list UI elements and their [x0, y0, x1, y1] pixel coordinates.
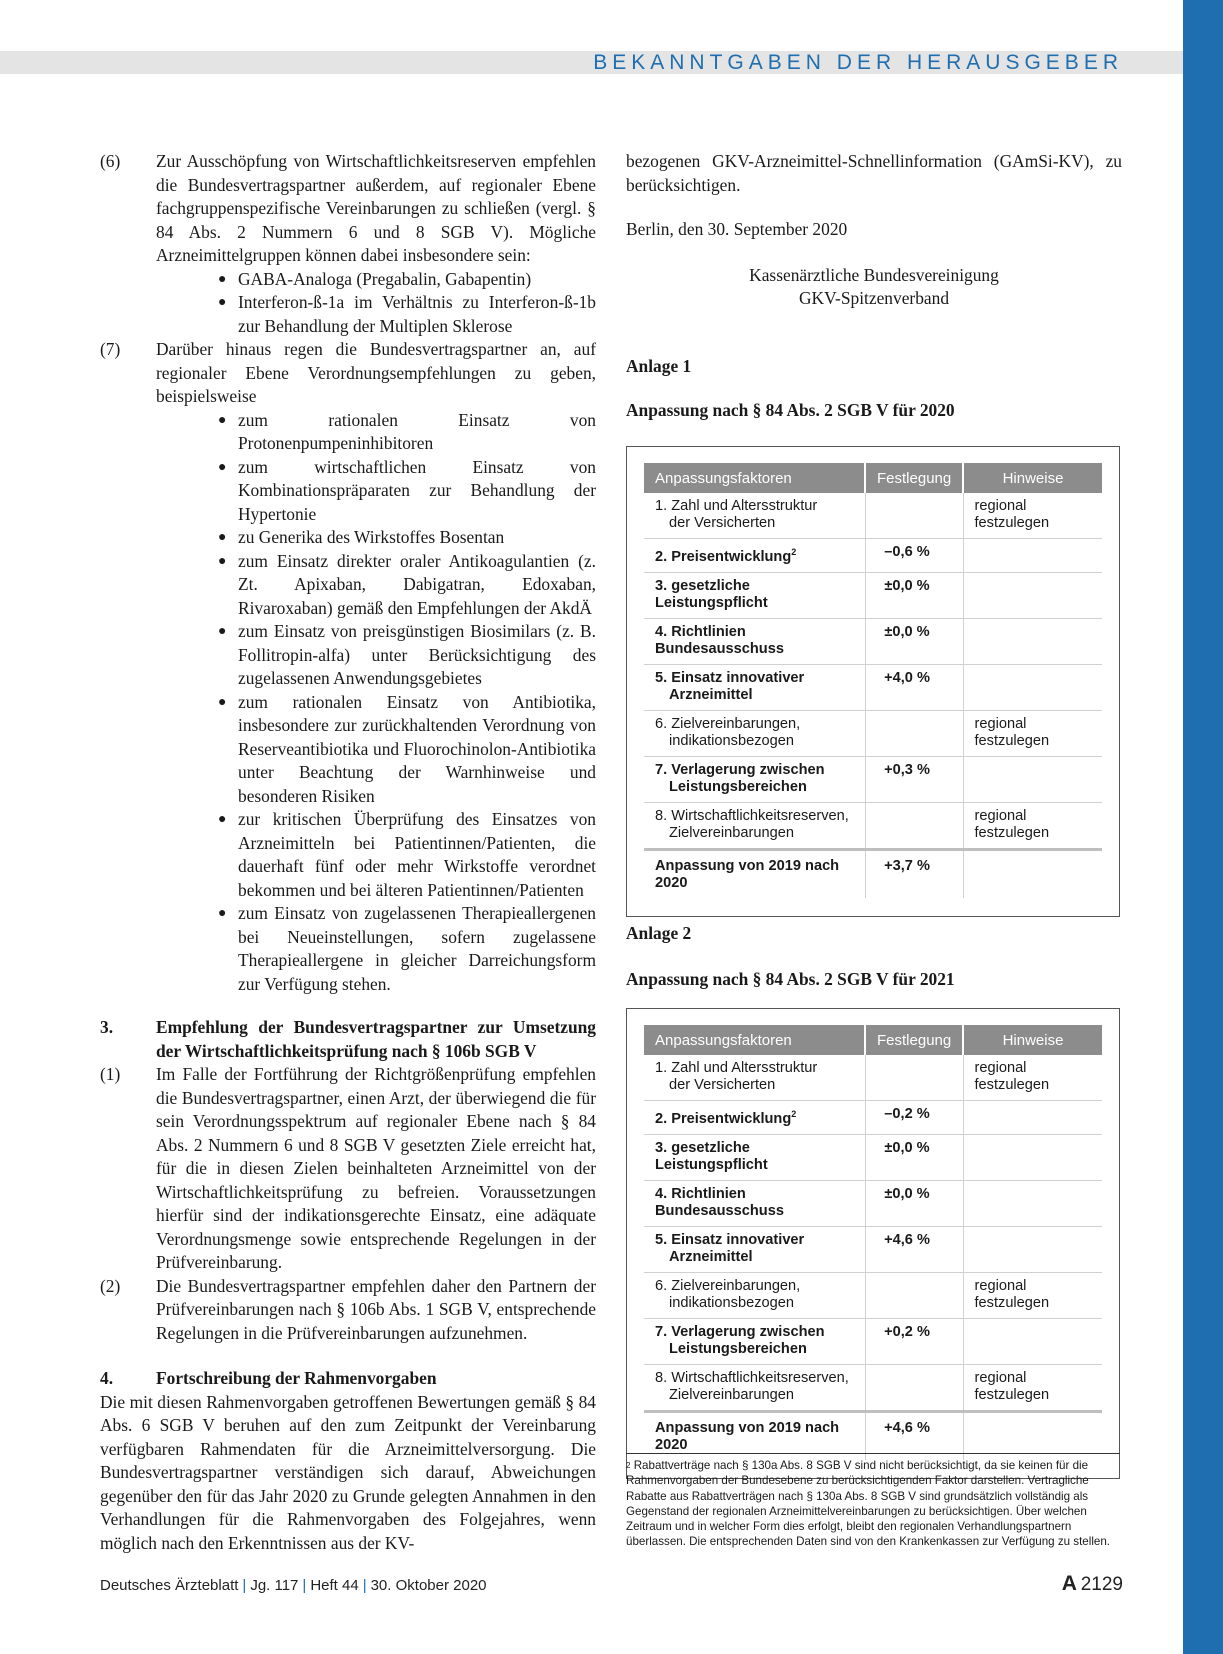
journal-name: Deutsches Ärzteblatt [100, 1577, 239, 1594]
table-row [644, 1180, 1102, 1226]
note-cell [963, 1180, 1102, 1226]
table-row [644, 710, 1102, 756]
factor-label-cont: indikationsbezogen [669, 1294, 794, 1311]
footnote-reference: 2 [791, 1109, 797, 1119]
factor-label-text: 1. Zahl und Altersstruktur [655, 1060, 818, 1076]
note-cell: regional festzulegen [963, 1055, 1102, 1101]
section-header-title: BEKANNTGABEN DER HERAUSGEBER [593, 51, 1123, 74]
factor-label [655, 1140, 854, 1174]
factor-label [655, 578, 854, 612]
paragraph-text: Im Falle der Fortführung der Richtgrößenprüfung empfehlen die Bundesvertragspartner, einen Arzt, der überwiegend die für sein Verordnungsspektrum auf regionaler Ebene nach § 84 Abs. 2 Nummern 6 und 8 SGB V gesetzten Ziele erreicht hat, für die in diesen Zielen beinhalteten Arzneimittel von der Wirtschaftlichkeitsprüfung zu befreien. Voraussetzungen hierfür sind der indikationsgerechte Einsatz, eine adäquate Verordnungsmenge sowie entsprechende Regelungen in der Prüfvereinbarung. [156, 1064, 596, 1272]
factor-label-text: 5. Einsatz innovativer [655, 1231, 805, 1248]
journal-issue: Heft 44 [310, 1577, 359, 1594]
bullet-dot-icon: ● [218, 295, 227, 310]
factor-cell [644, 539, 865, 573]
paragraph-text: Darüber hinaus regen die Bundesvertragspartner an, auf regionaler Ebene Verordnungsempfehlungen zu geben, beispielsweise [156, 339, 596, 406]
table-row [644, 1101, 1102, 1135]
factor-label-cont: Zielvereinbarungen [669, 1386, 794, 1403]
section-4-text: Die mit diesen Rahmenvorgaben getroffenen Bewertungen gemäß § 84 Abs. 6 SGB V beruhen auf den zum Zeitpunkt der Vereinbarung verfügbaren Rahmendaten für die Arzneimittelversorgung. Die Bundesvertragspartner verständigen sich darauf, Abweichungen gegenüber den für das Jahr 2020 zu Grunde gelegten Annahmen in den Verhandlungen für die Rahmenvorgaben des Folgejahres, wenn möglich nach den Erkenntnissen aus der KV- [100, 1391, 596, 1553]
factor-cell [644, 618, 865, 664]
bullet-dot-icon: ● [218, 412, 227, 428]
bullet-item [218, 550, 596, 621]
bullet-list-p7 [100, 409, 596, 997]
signatory-kbv: Kassenärztliche Bundesvereinigung [749, 264, 999, 285]
factor-label-text: 2. Preisentwicklung [655, 1110, 792, 1127]
section-title: Fortschreibung der Rahmenvorgaben [156, 1368, 437, 1388]
factor-label-text: 5. Einsatz innovativer [655, 669, 805, 686]
note-cell: regional festzulegen [963, 802, 1102, 849]
paragraph-number: (6) [100, 151, 121, 171]
paragraph-7 [100, 338, 596, 409]
factor-label [655, 762, 854, 779]
separator: | [302, 1577, 307, 1594]
footer-citation [100, 1577, 487, 1594]
bullet-dot-icon: ● [218, 812, 227, 827]
anlage-1-title: Anpassung nach § 84 Abs. 2 SGB V für 2020 [626, 400, 955, 420]
table-total-row [644, 849, 1102, 898]
factor-label [655, 716, 854, 733]
footnote [626, 1453, 1120, 1550]
note-cell [963, 1134, 1102, 1180]
factor-label [655, 624, 854, 658]
note-cell: regional festzulegen [963, 1364, 1102, 1411]
bullet-text: zum rationalen Einsatz von Antibiotika, insbesondere zur zurückhaltenden Verordnung von Reserveantibiotika und Fluorochinolon-Antibiotika unter Beachtung der Warnhinweise und besonderen Risiken [238, 691, 596, 806]
journal-date: 30. Oktober 2020 [370, 1577, 487, 1594]
bullet-item [218, 808, 596, 902]
note-cell [963, 539, 1102, 573]
side-accent-bar [1183, 0, 1223, 1654]
factor-label [655, 808, 854, 825]
factor-label-text: 6. Zielvereinbarungen, [655, 1277, 801, 1294]
total-note [963, 849, 1102, 898]
page-prefix: A [1061, 1572, 1077, 1595]
page-number [1062, 1572, 1123, 1596]
factor-label [655, 1186, 854, 1220]
factor-label-cont: Zielvereinbarungen [669, 824, 794, 841]
factor-cell [644, 572, 865, 618]
factor-label [655, 498, 854, 515]
anlage-2-title: Anpassung nach § 84 Abs. 2 SGB V für 2021 [626, 969, 955, 989]
total-label: Anpassung von 2019 nach 2020 [644, 849, 865, 898]
value-cell: –0,6 % [865, 539, 963, 573]
note-cell [963, 618, 1102, 664]
factor-label-cont: indikationsbezogen [669, 732, 794, 749]
factor-label [655, 1106, 854, 1128]
note-cell [963, 1318, 1102, 1364]
factor-label [655, 1370, 854, 1387]
bullet-item [218, 902, 596, 996]
bullet-dot-icon: ● [218, 553, 227, 569]
adjustment-table-2020 [644, 463, 1102, 898]
factor-label-cont: der Versicherten [669, 515, 776, 531]
factor-label-text: 4. Richtlinien Bundesausschuss [655, 623, 784, 657]
paragraph-3-1 [100, 1063, 596, 1275]
paragraph-3-2 [100, 1275, 596, 1346]
bullet-item [218, 291, 596, 338]
value-cell: +4,6 % [865, 1226, 963, 1272]
bullet-item [218, 526, 596, 550]
value-cell: ±0,0 % [865, 618, 963, 664]
value-cell: ±0,0 % [865, 572, 963, 618]
section-title: Empfehlung der Bundesvertragspartner zur Umsetzung der Wirtschaftlichkeitsprüfung nach § 106b SGB V [156, 1017, 596, 1061]
value-cell: ±0,0 % [865, 1134, 963, 1180]
footnote-reference: 2 [791, 547, 797, 557]
factor-cell [644, 1318, 865, 1364]
table-row [644, 572, 1102, 618]
paragraph-number: (1) [100, 1064, 121, 1084]
continuation-text: bezogenen GKV-Arzneimittel-Schnellinformation (GAmSi-KV), zu berücksichtigen. [626, 151, 1122, 195]
column-header: Hinweise [963, 1025, 1102, 1055]
bullet-dot-icon: ● [218, 906, 227, 921]
factor-label-text: 7. Verlagerung zwischen [655, 1323, 825, 1340]
table-row [644, 1318, 1102, 1364]
value-cell [865, 493, 963, 539]
bullet-list-p6 [100, 268, 596, 339]
note-cell: regional festzulegen [963, 1272, 1102, 1318]
signatory-gkv: GKV-Spitzenverband [798, 288, 950, 308]
total-value: +4,6 % [865, 1411, 963, 1460]
section-number: 3. [100, 1017, 114, 1037]
paragraph-number: (7) [100, 339, 121, 359]
separator: | [362, 1577, 367, 1594]
factor-cell [644, 802, 865, 849]
bullet-item [218, 456, 596, 527]
bullet-dot-icon: ● [218, 459, 227, 475]
value-cell: +0,3 % [865, 756, 963, 802]
section-number: 4. [100, 1368, 114, 1388]
bullet-dot-icon: ● [218, 694, 227, 710]
table-row [644, 1226, 1102, 1272]
bullet-item [218, 620, 596, 691]
table-row [644, 1364, 1102, 1411]
factor-cell [644, 1134, 865, 1180]
value-cell: ±0,0 % [865, 1180, 963, 1226]
factor-label [655, 1060, 854, 1077]
total-value: +3,7 % [865, 849, 963, 898]
factor-label-text: 1. Zahl und Altersstruktur [655, 498, 818, 514]
factor-label-text: 2. Preisentwicklung [655, 548, 792, 565]
factor-label-text: 3. gesetzliche Leistungspflicht [655, 577, 768, 611]
table-row [644, 664, 1102, 710]
column-header: Festlegung [865, 463, 963, 493]
bullet-text: zum wirtschaftlichen Einsatz von Kombinationspräparaten zur Behandlung der Hypertonie [238, 456, 596, 524]
factor-cell [644, 1180, 865, 1226]
note-cell [963, 572, 1102, 618]
factor-label-cont: Arzneimittel [669, 686, 753, 703]
value-cell: –0,2 % [865, 1101, 963, 1135]
note-cell: regional festzulegen [963, 710, 1102, 756]
table-header-row [644, 1025, 1102, 1055]
factor-label [655, 1232, 854, 1249]
section-3-heading [100, 1016, 596, 1063]
bullet-text: zum Einsatz direkter oraler Antikoagulantien (z. Zt. Apixaban, Dabigatran, Edoxaban, Rivaroxaban) gemäß den Empfehlungen der AkdÄ [238, 550, 596, 618]
bullet-dot-icon: ● [218, 530, 227, 545]
table-row [644, 618, 1102, 664]
table-header-row [644, 463, 1102, 493]
factor-cell [644, 1055, 865, 1101]
table-row [644, 539, 1102, 573]
factor-cell [644, 1101, 865, 1135]
table-row [644, 1272, 1102, 1318]
bullet-dot-icon: ● [218, 271, 227, 287]
journal-volume: Jg. 117 [250, 1577, 299, 1594]
bullet-item [218, 268, 596, 292]
factor-label [655, 1324, 854, 1341]
factor-label-text: 3. gesetzliche Leistungspflicht [655, 1139, 768, 1173]
column-header: Anpassungsfaktoren [644, 463, 865, 493]
value-cell [865, 802, 963, 849]
table-row [644, 1055, 1102, 1101]
factor-label-cont: Leistungsbereichen [669, 1340, 807, 1357]
value-cell [865, 1055, 963, 1101]
note-cell [963, 664, 1102, 710]
value-cell [865, 710, 963, 756]
note-cell [963, 1101, 1102, 1135]
factor-cell [644, 1272, 865, 1318]
factor-cell [644, 1226, 865, 1272]
section-4-heading [100, 1367, 596, 1391]
anlage-1-label: Anlage 1 [626, 355, 692, 376]
bullet-dot-icon: ● [218, 624, 227, 639]
table-row [644, 1134, 1102, 1180]
factor-label-text: 4. Richtlinien Bundesausschuss [655, 1185, 784, 1219]
bullet-text: zu Generika des Wirkstoffes Bosentan [238, 527, 505, 547]
factor-label-text: 6. Zielvereinbarungen, [655, 715, 801, 732]
note-cell: regional festzulegen [963, 493, 1102, 539]
footnote-marker: 2 [626, 1461, 631, 1470]
table-row [644, 756, 1102, 802]
value-cell: +4,0 % [865, 664, 963, 710]
bullet-item [218, 691, 596, 809]
factor-label-text: 8. Wirtschaftlichkeitsreserven, [655, 807, 849, 824]
factor-cell [644, 1364, 865, 1411]
paragraph-text: Zur Ausschöpfung von Wirtschaftlichkeitsreserven empfehlen die Bundesvertragspartner außerdem, auf regionaler Ebene fachgruppenspezifische Vereinbarungen zu schließen (vergl. § 84 Abs. 2 Nummern 6 und 8 SGB V). Mögliche Arzneimittelgruppen können dabei insbesondere sein: [156, 151, 596, 265]
date-line: Berlin, den 30. September 2020 [626, 219, 848, 239]
page-number-value: 2129 [1080, 1574, 1123, 1595]
paragraph-text: Die Bundesvertragspartner empfehlen daher den Partnern der Prüfvereinbarungen nach § 106b Abs. 1 SGB V, entsprechende Regelungen in die Prüfvereinbarungen aufzunehmen. [156, 1275, 596, 1343]
table-2021-frame [626, 1008, 1120, 1479]
factor-label-cont: der Versicherten [669, 1077, 776, 1093]
factor-cell [644, 664, 865, 710]
bullet-text: GABA-Analoga (Pregabalin, Gabapentin) [238, 268, 532, 289]
table-row [644, 493, 1102, 539]
factor-label-cont: Arzneimittel [669, 1248, 753, 1265]
column-header: Festlegung [865, 1025, 963, 1055]
bullet-text: zum Einsatz von zugelassenen Therapieallergenen bei Neueinstellungen, sofern zugelassene Therapieallergene in gleicher Darreichungsform zur Verfügung stehen. [238, 903, 596, 994]
value-cell [865, 1364, 963, 1411]
factor-cell [644, 710, 865, 756]
value-cell: +0,2 % [865, 1318, 963, 1364]
left-column [100, 150, 596, 1555]
column-header: Hinweise [963, 463, 1102, 493]
factor-label [655, 544, 854, 566]
factor-label-text: 8. Wirtschaftlichkeitsreserven, [655, 1369, 849, 1386]
footnote-text: Rabattverträge nach § 130a Abs. 8 SGB V sind nicht berücksichtigt, da sie keinen für die Rahmenvorgaben der Bundesebene zu berücksichtigenden Faktor darstellen. Vertragliche Rabatte aus Rabattverträgen nach § 130a Abs. 8 SGB V sind grundsätzlich vollständig als Gegenstand der regionalen Arzneimittelvereinbarungen zu berücksichtigen. Über welchen Zeitraum und in welcher Form dies erfolgt, bleibt den regionalen Verhandlungspartnern überlassen. Die entsprechenden Daten sind von den Krankenkassen zur Verfügung zu stellen. [626, 1459, 1111, 1549]
note-cell [963, 1226, 1102, 1272]
adjustment-table-2021 [644, 1025, 1102, 1460]
table-2020-frame [626, 446, 1120, 917]
bullet-text: zum Einsatz von preisgünstigen Biosimilars (z. B. Follitropin-alfa) unter Berücksichtigung des zugelassenen Anwendungsgebietes [238, 621, 596, 688]
separator: | [242, 1577, 247, 1594]
value-cell [865, 1272, 963, 1318]
bullet-text: zum rationalen Einsatz von Protonenpumpeninhibitoren [238, 409, 596, 453]
table-row [644, 802, 1102, 849]
column-header: Anpassungsfaktoren [644, 1025, 865, 1055]
bullet-text: zur kritischen Überprüfung des Einsatzes von Arzneimitteln bei Patientinnen/Patienten, die dauerhaft fünf oder mehr Wirkstoffe verordnet bekommen und bei älteren Patientinnen/Patienten [238, 809, 596, 900]
bullet-text: Interferon-ß-1a im Verhältnis zu Interferon-ß-1b zur Behandlung der Multiplen Sklerose [238, 292, 596, 336]
paragraph-number: (2) [100, 1275, 121, 1296]
factor-cell [644, 493, 865, 539]
factor-label [655, 670, 854, 687]
factor-label-text: 7. Verlagerung zwischen [655, 761, 825, 778]
note-cell [963, 756, 1102, 802]
factor-label [655, 1278, 854, 1295]
anlage-2-label: Anlage 2 [626, 923, 692, 943]
bullet-item [218, 409, 596, 456]
factor-label-cont: Leistungsbereichen [669, 778, 807, 795]
total-label: Anpassung von 2019 nach 2020 [644, 1411, 865, 1460]
paragraph-6 [100, 150, 596, 268]
factor-cell [644, 756, 865, 802]
